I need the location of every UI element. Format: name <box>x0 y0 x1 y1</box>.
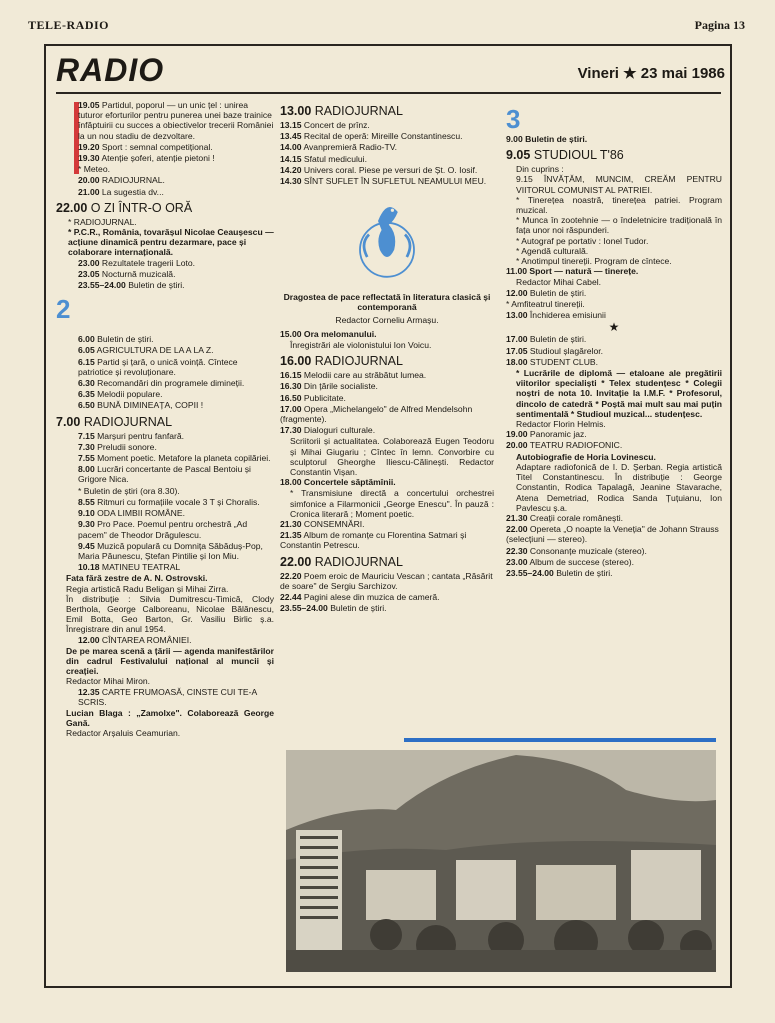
entry-time: 19.30 <box>78 153 100 164</box>
entry-time: 20.00 <box>78 175 100 186</box>
entry-detail: * Tinerețea noastră, tinerețea patriei. Program muzical. <box>516 194 722 216</box>
schedule-entry <box>506 346 722 356</box>
entry-title: Avanpremieră Radio-TV. <box>303 142 398 153</box>
entry-title: Sfatul medicului. <box>303 153 367 164</box>
entry-detail: Fata fără zestre de A. N. Ostrovski. <box>66 573 208 584</box>
page-header <box>28 18 745 36</box>
entry-time: 13.15 <box>280 120 302 130</box>
schedule-entry <box>56 687 274 707</box>
entry-title: Pagini alese din muzica de cameră. <box>303 592 440 603</box>
entry-time: 22.44 <box>280 592 302 603</box>
entry-detail: * Transmisiune directă a concertului orchestrei simfonice a Filarmonicii „George Enescu". În pauză : Cronica literară ; Moment poetic. <box>290 488 494 519</box>
entry-title: Lucrări concertante de Pascal Bentoiu și Grigore Nica. <box>78 464 251 485</box>
entry-title: Muzică populară cu Domnița Săbăduș-Pop, Maria Păunescu, Ștefan Pintilie și Ion Miu. <box>78 540 263 561</box>
night-list <box>280 571 494 614</box>
column-program-1-2 <box>56 100 274 739</box>
entry-title: Buletin de știri. <box>97 334 154 345</box>
entry-time: 8.55 <box>78 496 95 507</box>
entry-title: RADIOJURNAL <box>314 554 403 569</box>
entry-time: 13.00 <box>280 104 312 118</box>
program-1-late-list <box>56 258 274 291</box>
entry-title: RADIOJURNAL. <box>101 175 165 186</box>
entry-title: STUDIOUL T'86 <box>533 148 624 163</box>
entry-time: 16.30 <box>280 381 302 392</box>
schedule-entry <box>506 266 722 276</box>
schedule-entry <box>56 442 274 452</box>
entry-title: Buletin de știri. <box>330 603 387 614</box>
entry-time: 17.30 <box>280 425 302 436</box>
photo-accent-line <box>404 738 716 742</box>
entry-time: 23.55–24.00 <box>506 567 554 578</box>
entry-title: Opereta „O noapte la Veneția" de Johann Strauss (selecțiuni — stereo). <box>506 524 719 545</box>
entry-detail: Înregistrări ale violonistului Ion Voicu. <box>290 340 432 351</box>
entry-title: Ritmuri cu formațiile vocale 3 T și Choralis. <box>97 496 260 507</box>
emblem-caption-editor: Redactor Corneliu Armașu. <box>335 314 439 325</box>
schedule-entry <box>506 288 722 298</box>
entry-time: 7.15 <box>78 430 95 441</box>
entry-detail: Redactor Mihai Cabel. <box>516 277 602 288</box>
entry-time: 8.00 <box>78 464 95 475</box>
schedule-entry <box>56 400 274 410</box>
schedule-entry <box>56 345 274 355</box>
entry-time: 6.00 <box>78 334 95 345</box>
entry-detail: 9.15 ÎNVĂȚĂM, MUNCIM, CREĂM PENTRU VIITORUL COMUNIST AL PATRIEI. <box>516 174 722 195</box>
entry-time: 23.00 <box>506 556 528 567</box>
entry-title: * Amfiteatrul tinereții. <box>506 298 585 309</box>
schedule-entry <box>280 329 494 339</box>
section-label: TELE-RADIO <box>28 18 110 32</box>
entry-detail: * Agendă culturală. <box>516 245 589 256</box>
schedule-entry <box>506 524 722 544</box>
entry-title: * Buletin de știri (ora 8.30). <box>78 485 180 496</box>
entry-title: Panoramic jaz. <box>529 429 587 440</box>
schedule-entry <box>280 393 494 403</box>
entry-time: 7.30 <box>78 441 95 452</box>
entry-time: 9.45 <box>78 540 95 551</box>
entry-time: 18.00 <box>280 477 302 488</box>
entry-time: 12.35 <box>78 686 100 697</box>
entry-time: 21.35 <box>280 530 302 541</box>
entry-time: 6.50 <box>78 400 95 411</box>
schedule-entry <box>56 541 274 561</box>
entry-detail: Redactor Mihai Miron. <box>66 676 151 687</box>
entry-title: Recomandări din programele dimineții. <box>97 378 245 389</box>
late-evening-list <box>280 519 494 551</box>
schedule-entry <box>280 603 494 613</box>
schedule-entry <box>56 389 274 399</box>
entry-title: ODA LIMBII ROMÂNE. <box>97 508 185 519</box>
entry-title: Melodii populare. <box>97 389 163 400</box>
entry-title: Dialoguri culturale. <box>303 425 376 436</box>
entry-time: 22.00 <box>506 524 528 535</box>
schedule-entry <box>506 299 722 309</box>
entry-time: 22.00 <box>56 200 88 215</box>
schedule-entry <box>280 571 494 591</box>
schedule-entry <box>56 453 274 463</box>
entry-detail: Redactor Florin Helmis. <box>516 419 606 430</box>
entry-title: Buletin de știri. <box>529 334 587 345</box>
schedule-entry <box>280 370 494 380</box>
entry-time: 21.30 <box>280 519 302 530</box>
schedule-entry <box>506 429 722 439</box>
entry-time: 7.00 <box>56 414 81 429</box>
schedule-entry <box>56 142 274 152</box>
entry-title: Album de romanțe cu Florentina Satmari și Constantin Petrescu. <box>280 530 467 551</box>
program-2-list <box>56 334 274 410</box>
entry-time: 16.00 <box>280 354 312 369</box>
entry-time: 9.00 <box>506 134 523 144</box>
entry-title: Poem eroic de Mauriciu Vescan ; cantata „Răsărit de soare" de Sergiu Sarchizov. <box>280 570 493 591</box>
schedule-entry <box>56 258 274 268</box>
schedule-entry <box>56 187 274 197</box>
schedule-entry <box>506 134 722 144</box>
entry-time: 23.55–24.00 <box>280 603 328 614</box>
entry-title: O ZI ÎNTR-O ORĂ <box>90 200 193 215</box>
entry-detail: Regia artistică Radu Beligan și Mihai Zirra. <box>66 583 229 594</box>
section-star: ★ <box>608 320 620 335</box>
entry-time: 22.30 <box>506 545 528 556</box>
entry-title: Preludii sonore. <box>97 441 157 452</box>
schedule-entry <box>56 562 274 572</box>
entry-title: Partid și țară, o unică voință. Cîntece patriotice și revoluționare. <box>78 356 238 377</box>
entry-time: 17.00 <box>280 403 302 414</box>
schedule-entry <box>56 201 274 215</box>
entry-detail: Scriitorii și actualitatea. Colaborează Eugen Teodoru și Mihai Giugariu ; Cîntec în lemn. Convorbire cu sculptorul Gheorghe Iliescu-Călinești. Redactor Constantin Vișan. <box>290 436 494 478</box>
entry-time: 21.00 <box>78 186 100 197</box>
entry-title: Marșuri pentru fanfară. <box>97 430 185 441</box>
schedule-entry <box>280 104 494 118</box>
schedule-entry <box>280 530 494 550</box>
schedule-entry <box>506 557 722 567</box>
entry-title: Sport — natură — tinerețe. <box>529 266 639 277</box>
schedule-entry <box>56 334 274 344</box>
entry-detail: * P.C.R., România, tovarășul Nicolae Ceaușescu — acțiune dinamică pentru dezarmare, pace și colaborare internațională. <box>68 227 274 258</box>
entry-title: Buletin de știri. <box>556 567 613 578</box>
schedule-entry <box>506 440 722 450</box>
program-2-morning-list <box>56 431 274 573</box>
schedule-entry <box>280 404 494 424</box>
schedule-entry <box>56 269 274 279</box>
peace-dove-emblem <box>342 194 432 284</box>
entry-time: 9.10 <box>78 508 95 519</box>
entry-time: 22.00 <box>280 554 312 569</box>
schedule-entry <box>506 513 722 523</box>
schedule-entry <box>56 635 274 645</box>
entry-detail: Din cuprins : <box>516 164 564 175</box>
entry-time: 20.00 <box>506 440 528 451</box>
program-3-afternoon-list <box>506 334 722 367</box>
entry-title: Buletin de știri. <box>525 134 588 144</box>
entry-title: Ora melomanului. <box>303 328 377 339</box>
schedule-entry <box>56 153 274 163</box>
entry-time: 9.05 <box>506 148 531 163</box>
entry-time: 17.00 <box>506 334 528 345</box>
entry-title: Sport : semnal competițional. <box>101 141 213 152</box>
schedule-entry <box>280 165 494 175</box>
emblem-caption: Dragostea de pace reflectată în literatura clasică și contemporană <box>283 292 491 313</box>
entry-title: Consonanțe muzicale (stereo). <box>529 545 647 556</box>
entry-title: Publicitate. <box>303 392 346 403</box>
entry-time: 22.20 <box>280 570 302 581</box>
studioul-details <box>506 164 722 266</box>
schedule-entry <box>280 592 494 602</box>
page-number: Pagina 13 <box>694 18 745 32</box>
entry-title: Rezultatele tragerii Loto. <box>101 257 196 268</box>
entry-time: 7.55 <box>78 453 95 464</box>
schedule-entry <box>56 280 274 290</box>
entry-detail: * Autograf pe portativ : Ionel Tudor. <box>516 235 649 246</box>
entry-title: Moment poetic. Metafore la planeta copilăriei. <box>97 453 271 464</box>
entry-title: RADIOJURNAL <box>314 354 403 369</box>
schedule-entry <box>506 546 722 556</box>
entry-time: 6.15 <box>78 356 95 367</box>
entry-title: Buletin de știri. <box>128 280 185 291</box>
entry-time: 18.00 <box>506 356 528 367</box>
entry-title: CÎNTAREA ROMÂNIEI. <box>101 634 192 645</box>
afternoon-list <box>280 120 494 186</box>
schedule-entry <box>56 464 274 484</box>
schedule-entry <box>280 425 494 435</box>
entry-time: 6.35 <box>78 389 95 400</box>
schedule-entry <box>280 131 494 141</box>
schedule-entry <box>506 148 722 162</box>
program-3-number: 3 <box>506 104 521 134</box>
evening-list <box>280 370 494 435</box>
entry-detail: * Lucrările de diplomă — etaloane ale pregătirii viitorilor specialiști * Telex studențesc * Colegii noștri de nota 10. Invitație la I.M.F. * Profesorul, dincolo de catedră * Poștă mai mult sau mai puțin sentimentală * Studioul muzical... studențesc. <box>516 368 722 419</box>
entry-title: Univers coral. Piese pe versuri de Șt. O. Iosif. <box>303 164 478 175</box>
broadcast-date: Vineri ★ 23 mai 1986 <box>577 65 725 82</box>
column-program-3 <box>506 100 722 579</box>
entry-time: 6.30 <box>78 378 95 389</box>
entry-title: Studioul șlagărelor. <box>529 345 603 356</box>
entry-title: Album de succese (stereo). <box>529 556 635 567</box>
entry-title: CARTE FRUMOASĂ, CINSTE CUI TE-A SCRIS. <box>78 686 257 707</box>
entry-time: 19.20 <box>78 141 100 152</box>
schedule-entry <box>280 381 494 391</box>
entry-title: RADIOJURNAL <box>314 104 403 118</box>
program-3-evening-list <box>506 429 722 450</box>
entry-time: 9.30 <box>78 519 95 530</box>
entry-title: SÎNT SUFLET ÎN SUFLETUL NEAMULUI MEU. <box>303 176 487 187</box>
entry-title: Partidul, poporul — un unic țel : unirea tuturor eforturilor pentru punerea unei baze trainice înfăptuirii cu succes a obiectivelor trecerii României la un nou stadiu de dezvoltare. <box>78 100 274 141</box>
schedule-entry <box>280 154 494 164</box>
entry-detail: Redactor Arșaluis Ceamurian. <box>66 728 181 739</box>
page-title: RADIO <box>56 52 165 88</box>
entry-time: 13.45 <box>280 131 302 142</box>
entry-title: Buletin de știri. <box>529 287 587 298</box>
entry-time: 10.18 <box>78 562 100 573</box>
entry-time: 16.15 <box>280 370 302 381</box>
program-2-number: 2 <box>56 294 71 325</box>
entry-detail: Adaptare radiofonică de I. D. Șerban. Regia artistică Titel Constantinescu. În distribuție : George Constantin, Rodica Tapalagă, Jeanine Stavarache, Atena Demetriad, Rodica Sanda Țuțuianu, Ion Pavlescu ș.a. <box>516 461 722 513</box>
entry-title: Din țările socialiste. <box>303 381 378 392</box>
program-3-night-list <box>506 513 722 578</box>
entry-time: 15.00 <box>280 328 302 339</box>
schedule-entry <box>280 555 494 569</box>
entry-title: Creații corale românești. <box>529 512 624 523</box>
entry-title: La sugestia dv... <box>101 186 164 197</box>
entry-time: 12.00 <box>506 287 528 298</box>
entry-title: Concert de prînz. <box>303 120 370 130</box>
schedule-entry <box>56 508 274 518</box>
entry-title: Atenție șoferi, atenție pietoni ! <box>101 153 215 164</box>
program-1-list <box>56 100 274 197</box>
entry-title: Concertele săptămînii. <box>303 477 396 488</box>
entry-time: 19.00 <box>506 429 528 440</box>
schedule-entry <box>56 357 274 377</box>
entry-title: STUDENT CLUB. <box>529 356 599 367</box>
entry-time: 17.05 <box>506 345 528 356</box>
schedule-entry <box>56 100 274 141</box>
schedule-entry <box>56 164 274 174</box>
program-2-noon-list <box>56 635 274 645</box>
entry-time: 23.05 <box>78 268 100 279</box>
schedule-entry <box>280 354 494 368</box>
entry-time: 12.00 <box>78 634 100 645</box>
entry-title: Nocturnă muzicală. <box>101 268 176 279</box>
entry-detail: * Munca în zootehnie — o îndeletnicire tradițională în fața unor noi răspunderi. <box>516 215 722 236</box>
schedule-entry <box>506 334 722 344</box>
schedule-entry <box>56 497 274 507</box>
entry-title: Închiderea emisiunii <box>529 310 606 321</box>
schedule-entry <box>56 175 274 185</box>
schedule-entry <box>280 176 494 186</box>
schedule-entry <box>506 568 722 578</box>
city-photo <box>286 750 716 972</box>
schedule-entry <box>280 142 494 152</box>
schedule-entry <box>56 415 274 429</box>
entry-title: Recital de operă: Mireille Constantinescu. <box>303 131 463 142</box>
schedule-entry <box>56 486 274 496</box>
entry-time: 14.20 <box>280 164 302 175</box>
entry-time: 21.30 <box>506 512 528 523</box>
entry-time: 6.05 <box>78 345 95 356</box>
title-divider <box>56 92 721 94</box>
entry-title: Opera „Michelangelo" de Alfred Mendelsohn (fragmente). <box>280 403 473 425</box>
entry-detail: Lucian Blaga : „Zamolxe". Colaborează George Gană. <box>66 707 274 729</box>
program-3-noon-list <box>506 288 722 321</box>
entry-title: Pro Pace. Poemul pentru orchestră „Ad pacem" de Theodor Drăgulescu. <box>78 519 248 540</box>
entry-detail: * Anotimpul tinereții. Program de cîntece. <box>516 256 672 267</box>
schedule-entry <box>56 431 274 441</box>
entry-title: CONSEMNĂRI. <box>303 519 365 530</box>
entry-title: TEATRU RADIOFONIC. <box>529 440 623 451</box>
entry-time: 11.00 <box>506 266 528 277</box>
schedule-entry <box>506 310 722 320</box>
entry-time: 23.00 <box>78 257 100 268</box>
schedule-entry <box>56 519 274 539</box>
entry-time: 14.00 <box>280 142 302 153</box>
entry-title: RADIOJURNAL <box>83 414 173 429</box>
entry-detail: În distribuție : Silvia Dumitrescu-Timică, Clody Bertholа, George Calboreanu, Nicolae Bălănescu, Emil Botta, Geo Barton, Gr. Vasiliu Birlic ș.a. Înregistrare din anul 1954. <box>66 593 274 635</box>
entry-time: 14.30 <box>280 176 302 187</box>
entry-title: AGRICULTURA DE LA A LA Z. <box>96 345 214 356</box>
entry-title: * Meteo. <box>78 164 111 175</box>
entry-time: 19.05 <box>78 100 100 110</box>
entry-detail: De pe marea scenă a țării — agenda manifestărilor din cadrul Festivalului național al muncii și creației. <box>66 645 274 677</box>
schedule-entry <box>56 378 274 388</box>
entry-title: Melodii care au străbătut lumea. <box>303 370 427 381</box>
entry-title: MATINEU TEATRAL <box>101 562 181 573</box>
entry-time: 14.15 <box>280 153 302 164</box>
entry-title: BUNĂ DIMINEAȚA, COPII ! <box>97 400 204 411</box>
schedule-entry <box>280 519 494 529</box>
entry-detail: Autobiografie de Horia Lovinescu. <box>516 451 656 462</box>
column-program-1-afternoon <box>280 100 494 615</box>
entry-time: 16.50 <box>280 392 302 403</box>
entry-detail: * RADIOJURNAL. <box>68 216 137 227</box>
entry-time: 13.00 <box>506 310 528 321</box>
schedule-entry <box>280 477 494 487</box>
schedule-entry <box>280 120 494 130</box>
schedule-entry <box>506 357 722 367</box>
entry-time: 23.55–24.00 <box>78 280 126 291</box>
